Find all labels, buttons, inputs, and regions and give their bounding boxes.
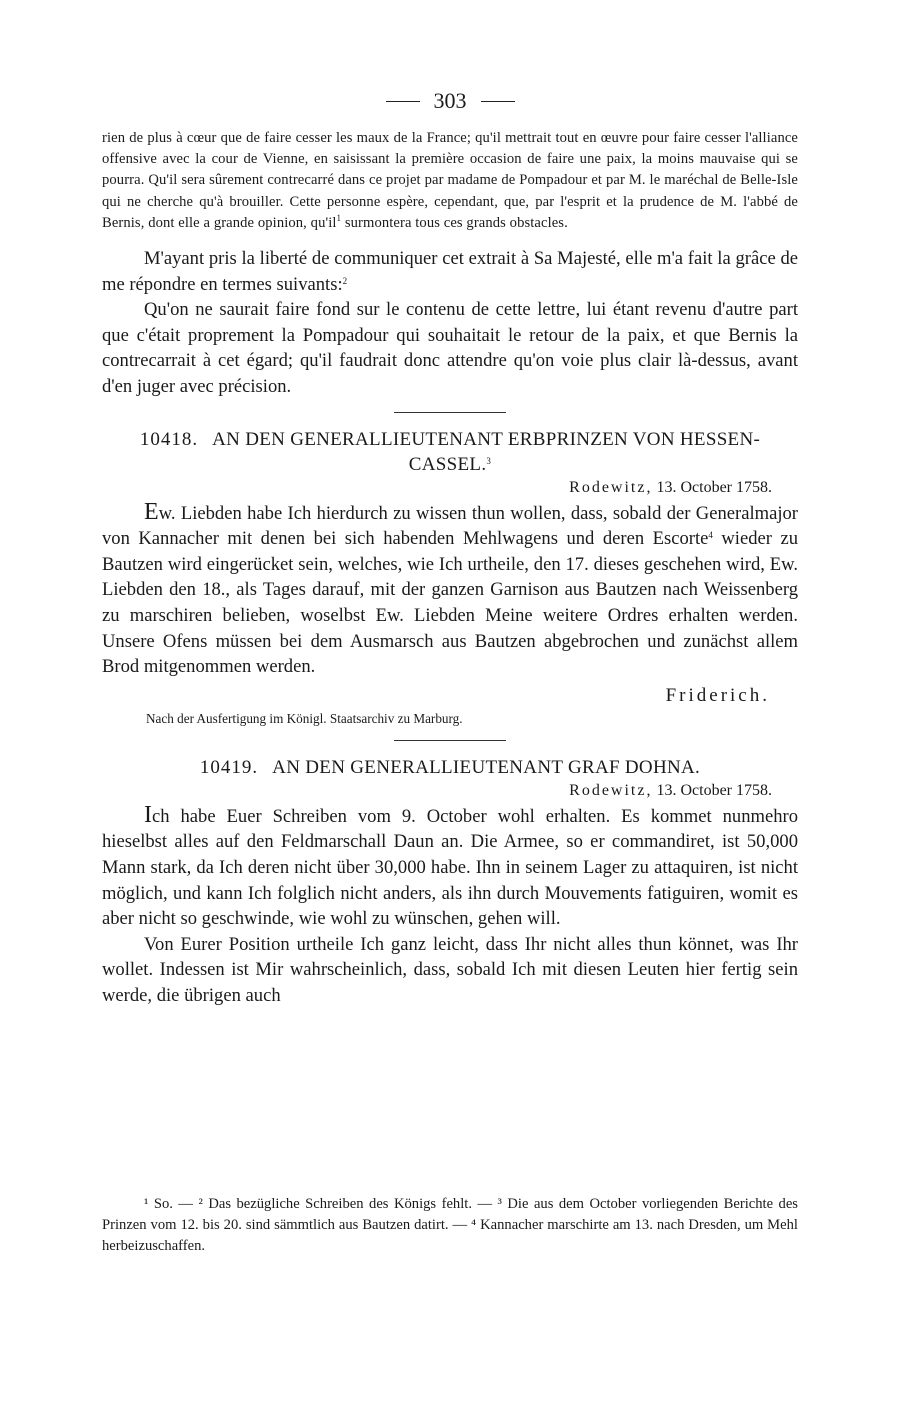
footnote-marker: 1 bbox=[336, 212, 342, 223]
letter-number: 10418. bbox=[139, 428, 199, 450]
page-header bbox=[102, 86, 798, 116]
quoted-extract-text: rien de plus à cœur que de faire cesser les maux de la France; qu'il mettrait tout en œuvre pour faire cesser l'alliance offensive avec la cour de Vienne, en saisissant la première occasion de faire une paix, la moins mauvaise qui se pourra. Qu'il sera sûrement contrecarré dans ce projet par madame de Pompadour et par M. le maréchal de Belle-Isle qui ne cherche qu'à brouiller. Cette personne espère, cependant, que, par l'esprit et la prudence de M. l'abbé de Bernis, dont elle a grande opinion, qu'il bbox=[102, 130, 798, 231]
footnotes-text: ¹ So. — ² Das bezügliche Schreiben des Königs fehlt. — ³ Die aus dem October vorliegenden Berichte des Prinzen vom 12. bis 20. sind sämmtlich aus Bautzen datirt. — ⁴ Kannacher marschirte am 13. nach Dresden, um Mehl herbeizuschaffen. bbox=[102, 1196, 798, 1254]
letter-10418 bbox=[102, 427, 798, 728]
letter-number: 10419. bbox=[199, 756, 259, 778]
signature: Friderich. bbox=[665, 684, 770, 706]
section-separator bbox=[394, 740, 506, 741]
letter-place: Rodewitz, bbox=[569, 781, 653, 799]
letter-text-a: w. Liebden habe Ich hierdurch zu wissen thun wollen, dass, sobald der Generalmajor von Kannacher mit denen bei sich habenden Mehlwagens und deren Escorte bbox=[102, 502, 798, 550]
letter-body bbox=[102, 801, 798, 1009]
section-separator bbox=[394, 412, 506, 413]
initial-letter: I bbox=[144, 801, 152, 828]
letter-body bbox=[102, 498, 798, 680]
letter-10419 bbox=[102, 755, 798, 1009]
header-rule-left bbox=[386, 101, 420, 102]
intro-paragraph-1 bbox=[102, 246, 798, 297]
source-note: Nach der Ausfertigung im Königl. Staatsarchiv zu Marburg. bbox=[146, 710, 463, 726]
footnote-marker: 2 bbox=[342, 275, 348, 286]
quoted-extract bbox=[102, 128, 798, 234]
letter-dateline bbox=[102, 780, 798, 802]
intro-paragraph-2: Qu'on ne saurait faire fond sur le contenu de cette lettre, lui étant revenu d'autre part que c'était proprement la Pompadour qui souhaitait le retour de la paix, et que Bernis la contrecarrait à cet égard; qu'il faudrait donc attendre qu'on voie plus clair là-dessus, avant d'en juger avec précision. bbox=[102, 299, 798, 397]
letter-text: ch habe Euer Schreiben vom 9. October wohl erhalten. Es kommet nunmehro hieselbst alles auf den Feldmarschall Daun an. Die Armee, so er commandiret, ist 50,000 Mann stark, da Ich deren nicht über 30,000 habe. Ihn in seinem Lager zu attaquiren, ist nicht möglich, und kann Ich folglich nicht anders, als ihn durch Mouvements fatiguiren, womit es aber nicht so geschwinde, wie wohl zu wünschen, gehen will. bbox=[102, 805, 798, 930]
footnote-marker: 3 bbox=[486, 455, 492, 466]
letter-heading bbox=[102, 755, 798, 780]
letter-date: 13. October 1758. bbox=[656, 478, 772, 496]
letter-title: AN DEN GENERALLIEUTENANT GRAF DOHNA. bbox=[272, 756, 701, 778]
header-rule-right bbox=[481, 101, 515, 102]
letter-text-b: wieder zu Bautzen wird eingerücket sein, welches, wie Ich urtheile, den 17. dieses geschehen wird, Ew. Liebden den 18., als Tages darauf, mit der ganzen Garnison aus Bautzen nach Weissenberg zu marschiren belieben, woselbst Ew. Liebden Meine weitere Ordres erhalten werden. Unsere Ofens müssen bei dem Ausmarsch aus Bautzen abgebrochen und zunächst allem Brod mitgenommen werden. bbox=[102, 528, 798, 678]
intro-section bbox=[102, 246, 798, 400]
footnotes bbox=[102, 1194, 798, 1257]
letter-heading bbox=[102, 427, 798, 477]
intro-paragraph-1-text: M'ayant pris la liberté de communiquer cet extrait à Sa Majesté, elle m'a fait la grâce de me répondre en termes suivants: bbox=[102, 248, 798, 295]
quoted-extract-end: surmontera tous ces grands obstacles. bbox=[341, 214, 568, 231]
initial-letter: E bbox=[144, 498, 159, 525]
letter-title: AN DEN GENERALLIEUTENANT ERBPRINZEN VON HESSEN-CASSEL. bbox=[212, 428, 761, 475]
letter-place: Rodewitz, bbox=[569, 478, 653, 496]
footnote-marker: 4 bbox=[708, 530, 713, 541]
letter-date: 13. October 1758. bbox=[656, 781, 772, 799]
letter-paragraph-2: Von Eurer Position urtheile Ich ganz leicht, dass Ihr nicht alles thun könnet, was Ihr wollet. Indessen ist Mir wahrscheinlich, dass, sobald Ich mit diesen Leuten hier fertig sein werde, die übrigen auch bbox=[102, 933, 798, 1006]
letter-dateline bbox=[102, 477, 798, 499]
document-page bbox=[102, 86, 798, 1008]
letter-paragraph-1 bbox=[102, 801, 798, 932]
letter-paragraph bbox=[102, 498, 798, 680]
page-number: 303 bbox=[433, 88, 467, 113]
